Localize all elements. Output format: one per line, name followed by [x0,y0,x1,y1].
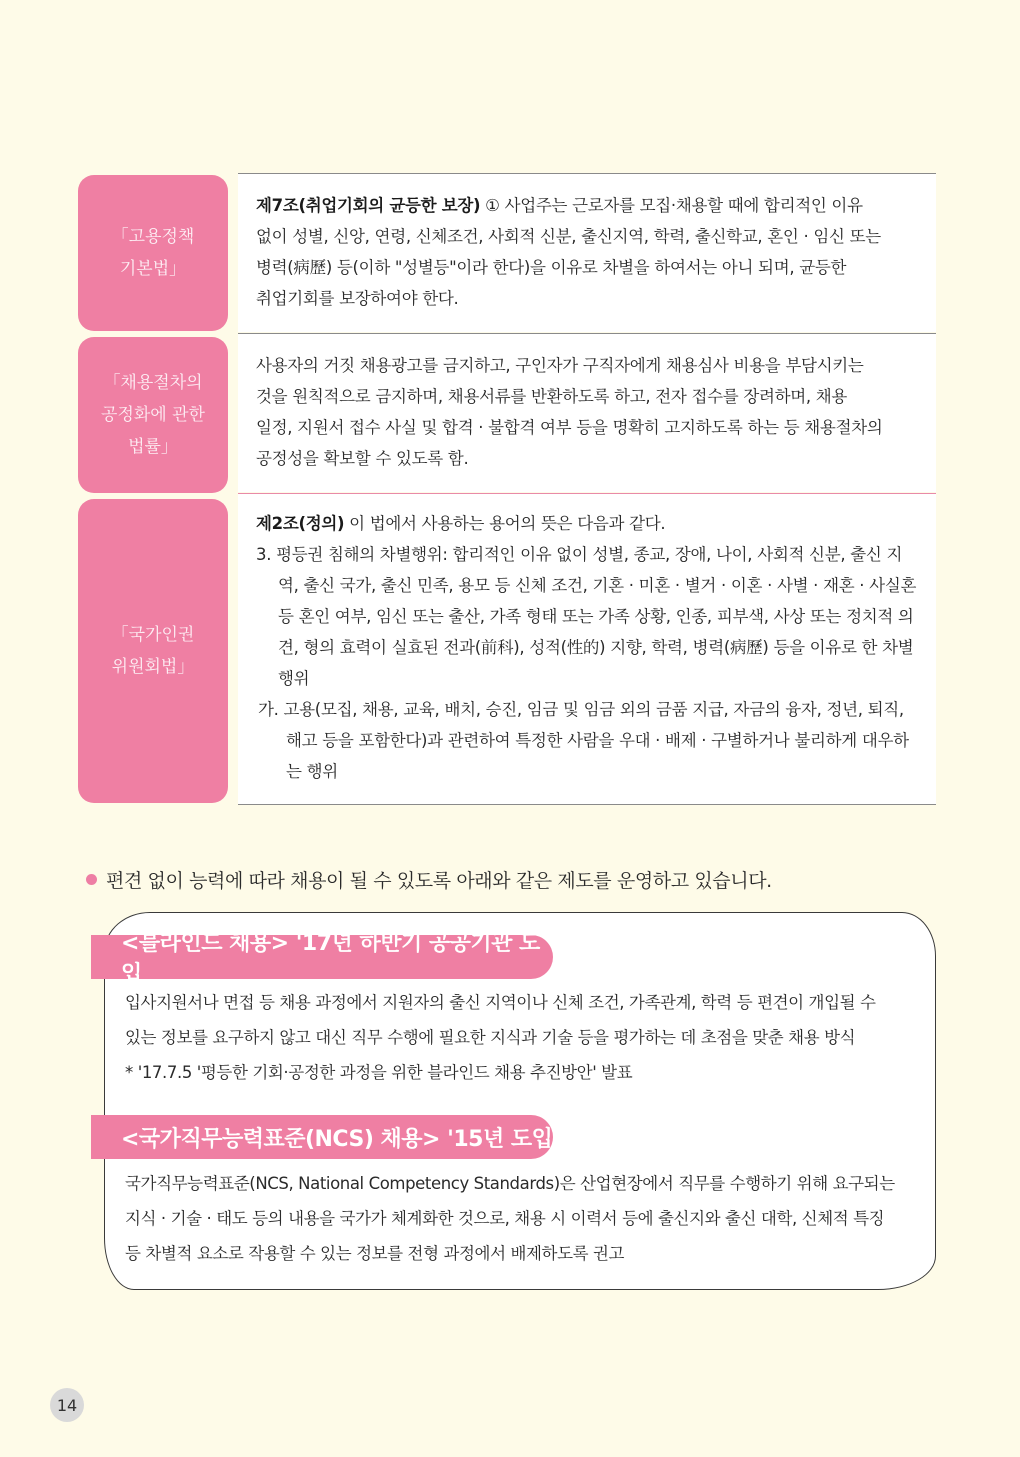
law-text-line: 것을 원칙적으로 금지하며, 채용서류를 반환하도록 하고, 전자 접수를 장려하며, 채용 [256,387,848,406]
law-name-tab [78,175,228,331]
definition-item: 3. 평등권 침해의 차별행위: 합리적인 이유 없이 성별, 종교, 장애, 나이, 사회적 신분, 출신 지역, 출신 국가, 출신 민족, 용모 등 신체 조건, 기혼 · 미혼 · 별거 · 이혼 · 사별 · 재혼 · 사실혼 등 혼인 여부, 임신 또는 출산, 가족 형태 또는 가족 상황, 인종, 피부색, 사상 또는 정치적 의견, 형의 효력이 실효된 전과(前科), 성적(性的) 지향, 학력, 병력(病歷) 등을 이유로 한 차별행위 [256,545,917,688]
recruitment-systems-box [104,912,936,1290]
law-name-line: 법률」 [128,437,178,457]
page-number: 14 [50,1388,84,1422]
law-text-line: 없이 성별, 신앙, 연령, 신체조건, 사회적 신분, 출신지역, 학력, 출신학교, 혼인 · 임신 또는 [256,227,881,246]
law-text-line: 사용자의 거짓 채용광고를 금지하고, 구인자가 구직자에게 채용심사 비용을 부담시키는 [256,356,864,375]
blind-hiring-title [91,931,553,987]
law-name-line: 기본법」 [119,259,187,279]
desc-line: 등 차별적 요소로 작용할 수 있는 정보를 전형 과정에서 배제하도록 권고 [125,1244,625,1263]
law-text-line: 일정, 지원서 접수 사실 및 합격 · 불합격 여부 등을 명확히 고지하도록 하는 등 채용절차의 [256,418,883,437]
law-text-line: ① 사업주는 근로자를 모집·채용할 때에 합리적인 이유 [480,196,863,215]
law-text-line: 이 법에서 사용하는 용어의 뜻은 다음과 같다. [344,514,666,533]
definition-subitem: 가. 고용(모집, 채용, 교육, 배치, 승진, 임금 및 임금 외의 금품 지급, 자금의 융자, 정년, 퇴직, 해고 등을 포함한다)과 관련하여 특정한 사람을 우대 · 배제 · 구별하거나 불리하게 대우하는 행위 [258,700,909,781]
law-name-line: 「고용정책 [111,227,195,247]
law-content [238,334,936,492]
law-content [238,174,936,332]
desc-line: 있는 정보를 요구하지 않고 대신 직무 수행에 필요한 지식과 기술 등을 평가하는 데 초점을 맞춘 채용 방식 [125,1028,856,1047]
law-text-line: 공정성을 확보할 수 있도록 함. [256,449,469,468]
law-name-tab [78,499,228,803]
desc-line: 입사지원서나 면접 등 채용 과정에서 지원자의 출신 지역이나 신체 조건, 가족관계, 학력 등 편견이 개입될 수 [125,993,876,1012]
law-name-line: 「채용절차의 [103,373,203,393]
law-text-line: 병력(病歷) 등(이하 "성별등"이라 한다)을 이유로 차별을 하여서는 아니 되며, 균등한 [256,258,847,277]
article-title: 제2조(정의) [256,514,345,533]
law-text-line: 취업기회를 보장하여야 한다. [256,289,459,308]
blind-hiring-title-text: <블라인드 채용> '17년 하반기 공공기관 도입 [121,931,540,987]
bullet-dot-icon [86,874,97,885]
ncs-hiring-title-text: <국가직무능력표준(NCS) 채용> '15년 도입 [121,1126,553,1152]
intro-bullet [86,866,772,893]
law-name-tab [78,337,228,493]
table-bottom-border [238,804,936,805]
desc-line: 지식 · 기술 · 태도 등의 내용을 국가가 체계화한 것으로, 채용 시 이력서 등에 출신지와 출신 대학, 신체적 특징 [125,1209,885,1228]
ncs-hiring-title [91,1115,553,1159]
article-title: 제7조(취업기회의 균등한 보장) [256,196,481,215]
desc-line: 국가직무능력표준(NCS, National Competency Standards)은 산업현장에서 직무를 수행하기 위해 요구되는 [125,1174,895,1193]
law-name-line: 위원회법」 [111,657,195,677]
intro-text: 편견 없이 능력에 따라 채용이 될 수 있도록 아래와 같은 제도를 운영하고 있습니다. [106,870,772,892]
law-name-line: 공정화에 관한 [101,405,205,425]
law-name-line: 「국가인권 [111,625,195,645]
ncs-hiring-desc [125,1166,915,1271]
blind-hiring-desc [125,985,915,1090]
law-content [238,494,936,804]
desc-note: * '17.7.5 '평등한 기회·공정한 과정을 위한 블라인드 채용 추진방안' 발표 [125,1063,633,1082]
